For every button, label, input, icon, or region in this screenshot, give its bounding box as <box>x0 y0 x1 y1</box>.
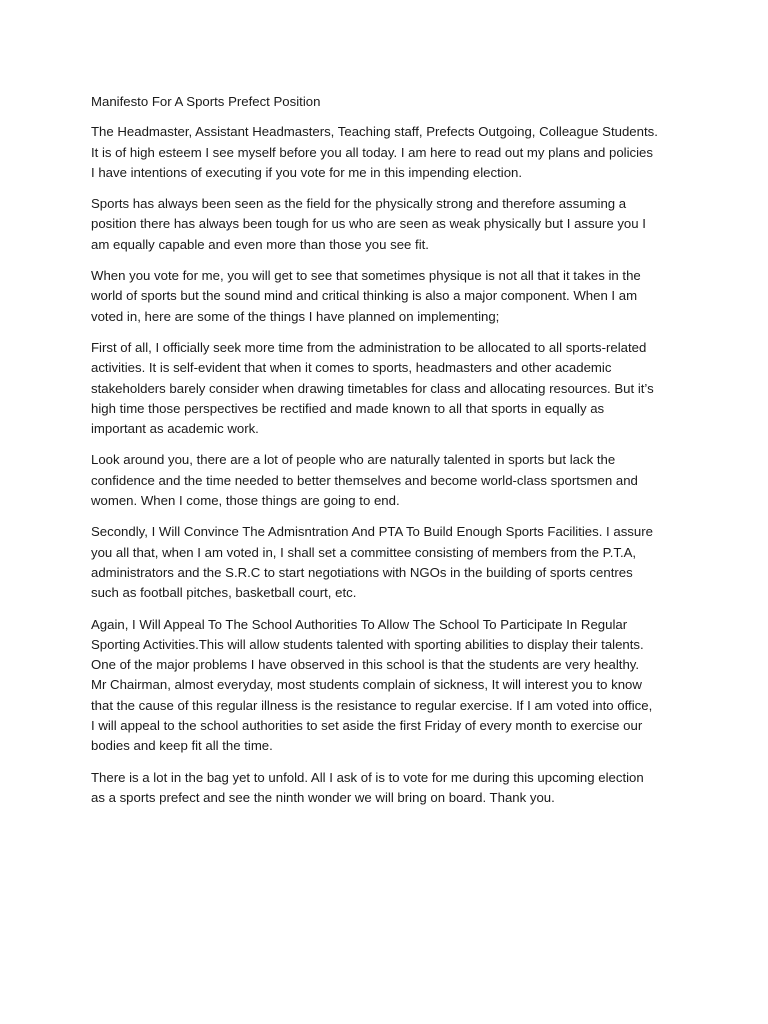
paragraph-sports-perception: Sports has always been seen as the field for the physically strong and therefore assuming a position there has always been tough for us who are seen as weak physically but I assure you I am equally capable and even more than those you see fit. <box>91 196 646 252</box>
document-title: Manifesto For A Sports Prefect Position <box>91 94 321 109</box>
paragraph-greeting: The Headmaster, Assistant Headmasters, Teaching staff, Prefects Outgoing, Colleague Students. It is of high esteem I see myself before you all today. I am here to read out my plans and policies I have intentions of executing if you vote for me in this impending election. <box>91 124 658 180</box>
paragraph-vote-for-me: When you vote for me, you will get to see that sometimes physique is not all that it takes in the world of sports but the sound mind and critical thinking is also a major component. When I am voted in, here are some of the things I have planned on implementing; <box>91 268 641 324</box>
paragraph-talented-students: Look around you, there are a lot of people who are naturally talented in sports but lack the confidence and the time needed to better themselves and become world-class sportsmen and women. When I come, those things are going to end. <box>91 452 638 509</box>
paragraph-first-plan: First of all, I officially seek more time from the administration to be allocated to all sports-related activities. It is self-evident that when it comes to sports, headmasters and other academic stakeholders barely consider when drawing timetables for class and allocating resources. But it’s high time those perspectives be rectified and made known to all that sports in equally as important as academic work. <box>91 339 654 437</box>
paragraph-third-plan: Again, I Will Appeal To The School Authorities To Allow The School To Participate In Regular Sporting Activities.This will allow students talented with sporting abilities to display their talents. One of the major problems I have observed in this school is that the students are very healthy. Mr Chairman, almost everyday, most students complain of sickness, It will interest you to know that the cause of this regular illness is the resistance to regular exercise. If I am voted into office, I will appeal to the school authorities to set aside the first Friday of every month to exercise our bodies and keep fit all the time. <box>91 616 653 754</box>
paragraph-second-plan: Secondly, I Will Convince The Admisntration And PTA To Build Enough Sports Facilities. I assure you all that, when I am voted in, I shall set a committee consisting of members from the P.T.A, administrators and the S.R.C to start negotiations with NGOs in the building of sports centres such as football pitches, basketball court, etc. <box>91 524 653 601</box>
paragraph-closing: There is a lot in the bag yet to unfold. All I ask of is to vote for me during this upcoming election as a sports prefect and see the ninth wonder we will bring on board. Thank you. <box>91 769 644 805</box>
